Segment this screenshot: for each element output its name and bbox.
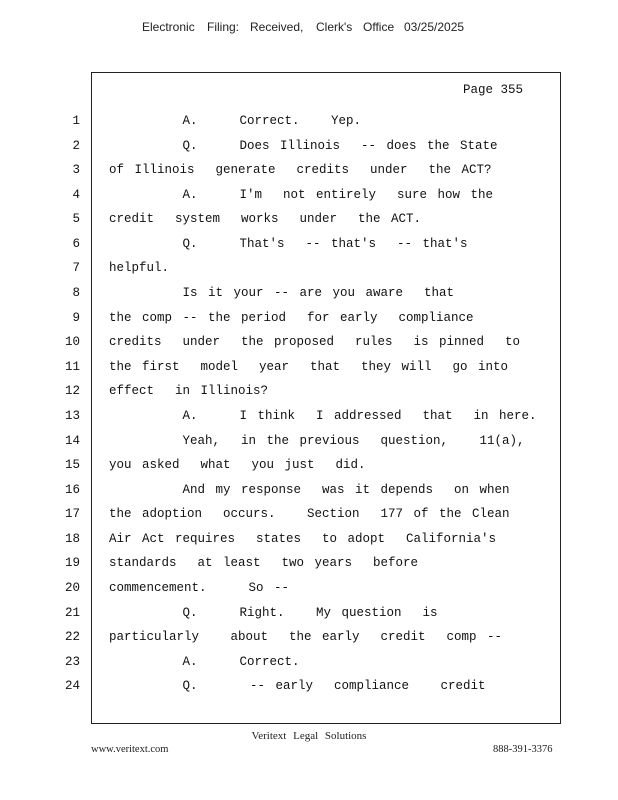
line-text: of Illinois generate credits under the ACT? bbox=[109, 163, 492, 177]
line-text: effect in Illinois? bbox=[109, 384, 269, 398]
line-text: A. I'm not entirely sure how the bbox=[109, 188, 494, 202]
line-number: 9 bbox=[72, 311, 80, 325]
transcript-line bbox=[0, 679, 560, 699]
header-word: 03/25/2025 bbox=[404, 20, 465, 34]
line-text: helpful. bbox=[109, 261, 170, 275]
line-text: And my response was it depends on when bbox=[109, 483, 510, 497]
line-number: 2 bbox=[72, 139, 80, 153]
line-number: 20 bbox=[64, 581, 80, 595]
line-number: 10 bbox=[64, 335, 80, 349]
line-number: 17 bbox=[64, 507, 80, 521]
line-text: A. Correct. Yep. bbox=[109, 114, 362, 128]
header-word: Clerk's bbox=[316, 20, 353, 34]
line-text: A. Correct. bbox=[109, 655, 300, 669]
line-number: 12 bbox=[64, 384, 80, 398]
transcript-line bbox=[0, 384, 560, 404]
line-number: 13 bbox=[64, 409, 80, 423]
header-word: Office bbox=[363, 20, 395, 34]
line-text: the adoption occurs. Section 177 of the Clean bbox=[109, 507, 510, 521]
line-text: Is it your -- are you aware that bbox=[109, 286, 455, 300]
line-number: 16 bbox=[64, 483, 80, 497]
line-number: 7 bbox=[72, 261, 80, 275]
line-text: the comp -- the period for early compliance bbox=[109, 311, 474, 325]
line-number: 15 bbox=[64, 458, 80, 472]
transcript-line bbox=[0, 556, 560, 576]
transcript-line bbox=[0, 409, 560, 429]
line-number: 3 bbox=[72, 163, 80, 177]
transcript-line bbox=[0, 606, 560, 626]
line-number: 24 bbox=[64, 679, 80, 693]
line-text: Q. That's -- that's -- that's bbox=[109, 237, 468, 251]
transcript-line bbox=[0, 261, 560, 281]
line-number: 22 bbox=[64, 630, 80, 644]
line-text: credit system works under the ACT. bbox=[109, 212, 422, 226]
transcript-line bbox=[0, 286, 560, 306]
transcript-line bbox=[0, 237, 560, 257]
line-text: credits under the proposed rules is pinned to bbox=[109, 335, 521, 349]
line-text: the first model year that they will go into bbox=[109, 360, 509, 374]
transcript-line bbox=[0, 335, 560, 355]
line-number: 14 bbox=[64, 434, 80, 448]
line-text: A. I think I addressed that in here. bbox=[109, 409, 537, 423]
line-number: 1 bbox=[72, 114, 80, 128]
line-number: 5 bbox=[72, 212, 80, 226]
transcript-line bbox=[0, 581, 560, 601]
transcript-line bbox=[0, 360, 560, 380]
line-text: commencement. So -- bbox=[109, 581, 290, 595]
line-text: standards at least two years before bbox=[109, 556, 419, 570]
transcript-line bbox=[0, 630, 560, 650]
line-text: Yeah, in the previous question, 11(a), bbox=[109, 434, 525, 448]
transcript-line bbox=[0, 114, 560, 134]
line-number: 4 bbox=[72, 188, 80, 202]
transcript-line bbox=[0, 212, 560, 232]
line-number: 6 bbox=[72, 237, 80, 251]
transcript-line bbox=[0, 655, 560, 675]
line-text: Q. Does Illinois -- does the State bbox=[109, 139, 498, 153]
footer-website: www.veritext.com bbox=[91, 744, 169, 755]
transcript-line bbox=[0, 458, 560, 478]
transcript-line bbox=[0, 507, 560, 527]
line-number: 8 bbox=[72, 286, 80, 300]
transcript-line bbox=[0, 532, 560, 552]
transcript-line bbox=[0, 163, 560, 183]
line-number: 19 bbox=[64, 556, 80, 570]
line-number: 21 bbox=[64, 606, 80, 620]
line-text: particularly about the early credit comp -- bbox=[109, 630, 503, 644]
page-number: Page 355 bbox=[463, 83, 524, 97]
line-number: 11 bbox=[64, 360, 80, 374]
line-text: Q. -- early compliance credit bbox=[109, 679, 486, 693]
footer-company: Veritext Legal Solutions bbox=[251, 730, 367, 742]
header-word: Received, bbox=[250, 20, 304, 34]
header-word: Electronic bbox=[142, 20, 195, 34]
transcript-line bbox=[0, 139, 560, 159]
line-text: Q. Right. My question is bbox=[109, 606, 438, 620]
transcript-line bbox=[0, 434, 560, 454]
line-text: you asked what you just did. bbox=[109, 458, 366, 472]
line-number: 23 bbox=[64, 655, 80, 669]
header-word: Filing: bbox=[207, 20, 240, 34]
transcript-line bbox=[0, 188, 560, 208]
transcript-line bbox=[0, 483, 560, 503]
line-number: 18 bbox=[64, 532, 80, 546]
footer-phone: 888-391-3376 bbox=[493, 744, 553, 755]
transcript-line bbox=[0, 311, 560, 331]
line-text: Air Act requires states to adopt California's bbox=[109, 532, 497, 546]
